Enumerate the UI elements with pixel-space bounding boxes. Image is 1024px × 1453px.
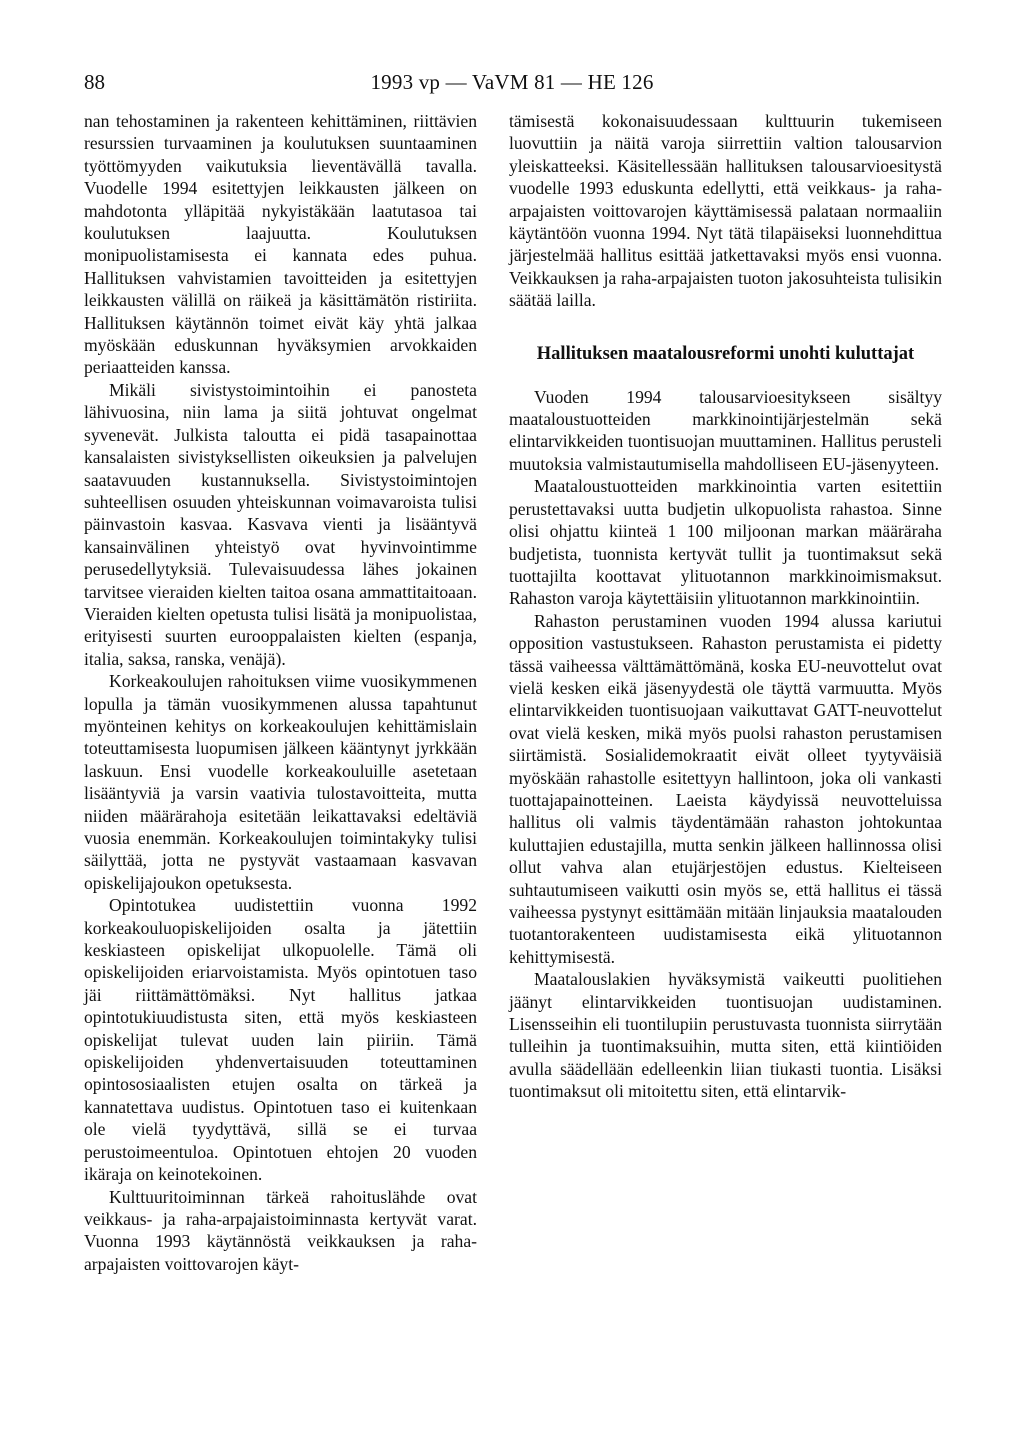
paragraph: Mikäli sivistystoimintoihin ei panosteta lähivuosina, niin lama ja siitä johtuvat ongelmat syvenevät. Julkista taloutta ei pidä tasapainottaa kansalaisten sivistyksellisten oikeuksien ja palvelujen saatavuuden kustannuksella. Sivistystoimintojen suhteellisen osuuden yhteiskunnan voimavaroista tulisi päinvastoin kasvaa. Kasvava vienti ja lisääntyvä kansainvälinen yhteistyö ovat hyvinvointimme perusedellytyksiä. Tulevaisuudessa lähes jokainen tarvitsee vieraiden kielten taitoa osana ammattitaitoaan. Vieraiden kielten opetusta tulisi lisätä ja monipuolistaa, erityisesti suurten eurooppalaisten kielten (espanja, italia, saksa, ranska, venäjä). [84,379,477,669]
paragraph: tämisestä kokonaisuudessaan kulttuurin tukemiseen luovuttiin ja näitä varoja siirrettiin valtion talousarvion yleiskatteeksi. Käsitellessään hallituksen talousarvioesitystä vuodelle 1993 eduskunta edellytti, että veikkaus- ja raha-arpajaisten voittovarojen käyttämisessä palataan normaaliin käytäntöön vuonna 1994. Nyt tätä tilapäiseksi luonnehdittua järjestelmää hallitus esittää jatkettavaksi myös ensi vuonna. Veikkauksen ja raha-arpajaisten tuoton jakosuhteista tulisikin säätää lailla. [509,111,942,311]
paragraph: Maatalouslakien hyväksymistä vaikeutti puolitiehen jäänyt elintarvikkeiden tuontisuojan uudistaminen. Lisensseihin eli tuontilupiin perustuvasta tuonnista siirrytään tulleihin ja tuontimaksuihin, mutta siten, että kiintiöiden avulla säädellään edelleenkin liian tiukasti tuontia. Lisäksi tuontimaksut oli mitoitettu siten, että elintarvik- [509,969,942,1102]
paragraph: Maataloustuotteiden markkinointia varten esitettiin perustettavaksi uutta budjetin ulkopuolista rahastoa. Sinne olisi ohjattu kiinteä 1 100 miljoonan markan määräraha budjetista, tuonnista kertyvät tullit ja tuontimaksut sekä tuottajilta koottavat ylituotannon markkinoimismaksut. Rahaston varoja käytettäisiin ylituotannon markkinointiin. [509,476,942,609]
page-number: 88 [84,70,105,94]
left-text-column [84,110,477,1275]
paragraph: Korkeakoulujen rahoituksen viime vuosikymmenen lopulla ja tämän vuosikymmenen alussa tapahtunut myönteinen kehitys on korkeakoulujen kehittämislain toteuttamisesta luopumisen jälkeen kääntynyt jyrkkään laskuun. Ensi vuodelle korkeakouluille asetetaan lisääntyviä ja varsin vaativia tulostavoitteita, mutta niiden määrärahoja esitetään leikattavaksi edeltäviä vuosia enemmän. Korkeakoulujen toimintakyky tulisi säilyttää, jotta ne pystyvät vastaamaan kasvavan opiskelijajoukon opetuksesta. [84,671,477,893]
section-heading: Hallituksen maatalousreformi unohti kuluttajat [536,343,915,364]
paragraph: Opintotukea uudistettiin vuonna 1992 korkeakouluopiskelijoiden osalta ja jätettiin keskiasteen opiskelijat ulkopuolelle. Tämä oli opiskelijoiden eriarvoistamista. Myös opintotuen taso jäi riittämättömäksi. Nyt hallitus jatkaa opintotukiuudistusta siten, että myös keskiasteen opiskelijat tulevat uuden lain piiriin. Tämä opiskelijoiden yhdenvertaisuuden toteuttaminen opintososiaalisten etujen osalta on tärkeä ja kannatettava uudistus. Opintotuen taso ei kuitenkaan ole vielä tyydyttävä, sillä se ei turvaa perustoimeentuloa. Opintotuen ehtojen 20 vuoden ikäraja on keinotekoinen. [84,895,477,1185]
running-header: 1993 vp — VaVM 81 — HE 126 [370,70,654,94]
paragraph: Rahaston perustaminen vuoden 1994 alussa kariutui opposition vastustukseen. Rahaston perustamista ei pidetty tässä vaiheessa välttämättömänä, koska EU-neuvottelut ovat vielä kesken eikä jäsenyydestä ole täyttä varmuutta. Myös elintarvikkeiden tuontisuojaan vaikuttavat GATT-neuvottelut ovat vielä kesken, mikä myös puolsi rahaston perustamisen siirtämistä. Sosialidemokraatit eivät olleet tyytyväisiä myöskään rahastolle esitettyyn hallintoon, joka oli vankasti tuottajapainotteinen. Laeista käydyissä neuvotteluissa hallitus oli valmis täydentämään rahaston johtokuntaa kuluttajien edustajilla, mutta senkin jälkeen hallinnossa olisi ollut vahva alan etujärjestöjen edustus. Kielteiseen suhtautumiseen vaikutti osin myös se, että hallitus ei tässä vaiheessa pystynyt esittämään mitään linjauksia maatalouden tuotantorakenteen uudistamisesta eikä ylituotannon kehittymisestä. [509,610,942,967]
paragraph: Vuoden 1994 talousarvioesitykseen sisältyy maataloustuotteiden markkinointijärjestelmän sekä elintarvikkeiden tuontisuojan muuttaminen. Hallitus perusteli muutoksia valmistautumisella mahdolliseen EU-jäsenyyteen. [509,386,942,474]
right-text-column [509,110,942,1103]
paragraph: Kulttuuritoiminnan tärkeä rahoituslähde ovat veikkaus- ja raha-arpajaistoiminnasta kertyvät varat. Vuonna 1993 käytännöstä veikkauksen ja raha-arpajaisten voittovarojen käyt- [84,1186,477,1274]
paragraph: nan tehostaminen ja rakenteen kehittäminen, riittävien resurssien turvaaminen ja koulutuksen suuntaaminen työttömyyden vaikutuksia lieventävällä tavalla. Vuodelle 1994 esitettyjen leikkausten jälkeen on mahdotonta ylläpitää nykyistäkään laatutasoa tai koulutuksen laajuutta. Koulutuksen monipuolistamisesta ei kannata edes puhua. Hallituksen vahvistamien tavoitteiden ja esitettyjen leikkausten välillä on räikeä ja käsittämätön ristiriita. Hallituksen käytännön toimet eivät käy yhtä jalkaa myöskään eduskunnan hyväksymien arvokkaiden periaatteiden kanssa. [84,111,477,378]
